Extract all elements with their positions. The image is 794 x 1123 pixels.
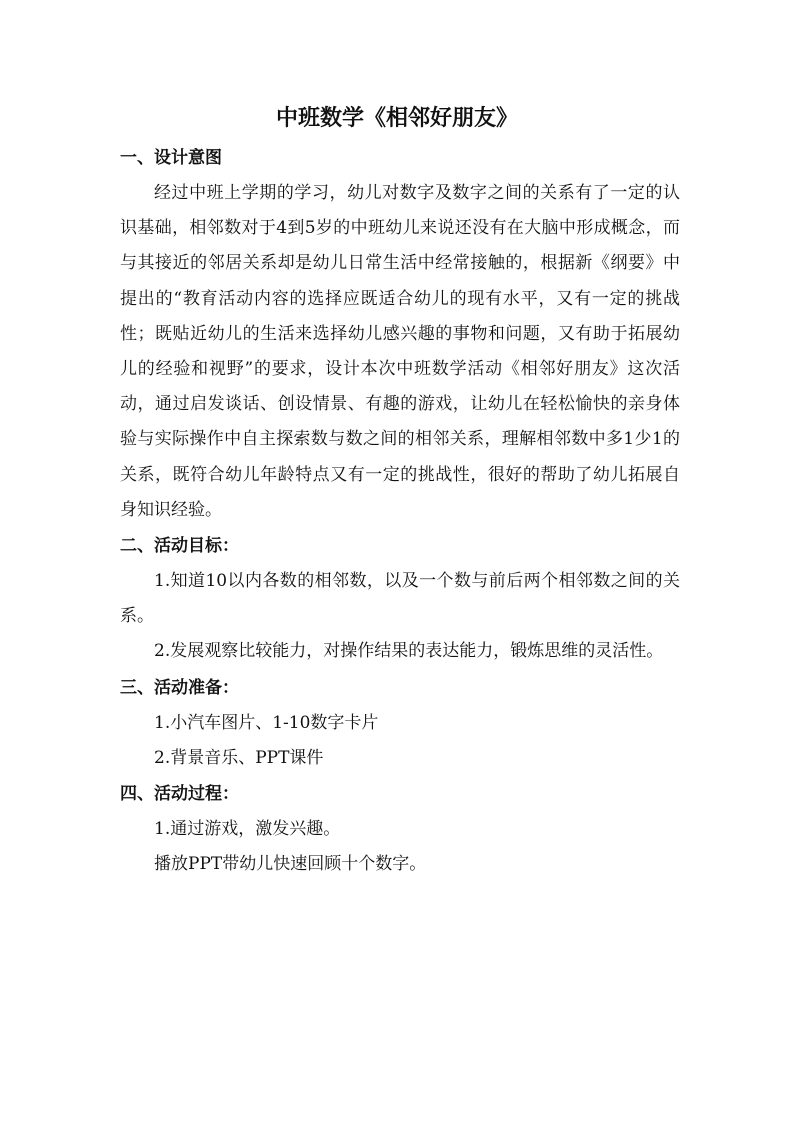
section-activity-preparation — [120, 670, 680, 776]
section-heading: 三、活动准备： — [120, 677, 239, 698]
list-item: 2.背景音乐、PPT课件 — [154, 747, 324, 768]
list-item: 1.通过游戏，激发兴趣。 — [154, 819, 341, 840]
document-body — [120, 140, 680, 882]
list-item: 1.小汽车图片、1-10数字卡片 — [154, 712, 379, 733]
section-design-intent — [120, 140, 680, 528]
list-item: 播放PPT带幼儿快速回顾十个数字。 — [154, 854, 427, 875]
section-activity-goals — [120, 528, 680, 670]
list-item: 2.发展观察比较能力，对操作结果的表达能力，锻炼思维的灵活性。 — [154, 641, 664, 662]
section-activity-process — [120, 776, 680, 882]
document-title: 中班数学《相邻好朋友》 — [275, 105, 518, 131]
section-heading: 二、活动目标： — [120, 536, 239, 557]
section-heading: 四、活动过程： — [120, 784, 239, 805]
paragraph: 经过中班上学期的学习，幼儿对数字及数字之间的关系有了一定的认识基础，相邻数对于4到5岁的中班幼儿来说还没有在大脑中形成概念，而与其接近的邻居关系却是幼儿日常生活中经常接触的，根据新《纲要》中提出的“教育活动内容的选择应既适合幼儿的现有水平，又有一定的挑战性；既贴近幼儿的生活来选择幼儿感兴趣的事物和问题，又有助于拓展幼儿的经验和视野”的要求，设计本次中班数学活动《相邻好朋友》这次活动，通过启发谈话、创设情景、有趣的游戏，让幼儿在轻松愉快的亲身体验与实际操作中自主探索数与数之间的相邻关系，理解相邻数中多1少1的关系，既符合幼儿年龄特点又有一定的挑战性，很好的帮助了幼儿拓展自身知识经验。 — [120, 183, 680, 520]
section-heading: 一、设计意图 — [120, 148, 222, 168]
list-item: 1.知道10以内各数的相邻数，以及一个数与前后两个相邻数之间的关系。 — [120, 571, 680, 627]
